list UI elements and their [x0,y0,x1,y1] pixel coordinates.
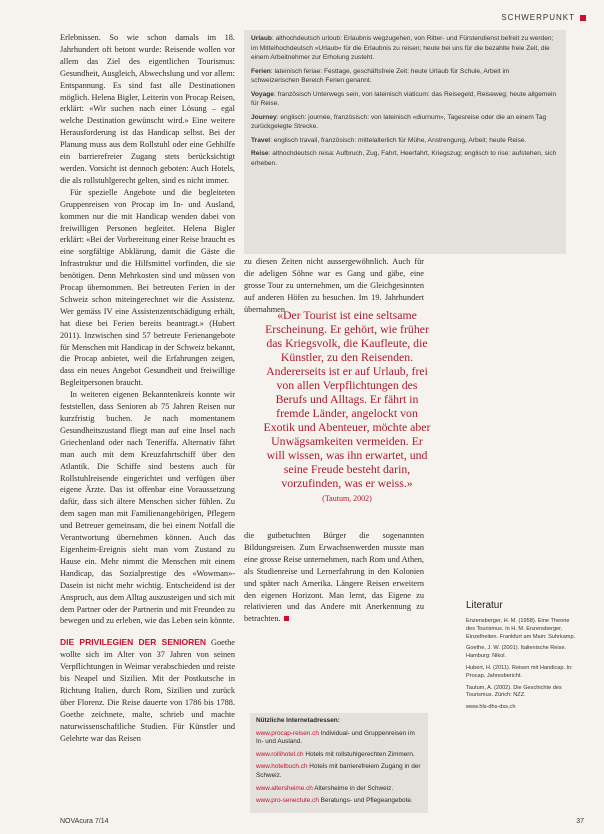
link[interactable]: www.pro-senectute.ch [256,797,319,805]
end-mark-icon [284,616,289,621]
column-2-top [244,256,424,316]
glossary-item: Ferien: lateinisch feriae: Festtage, geschäftsfreie Zeit; heute Urlaub für Schule, Arbeit im schweizerischen Bereich Ferien genannt. [251,67,510,84]
column-1 [60,32,235,744]
glossary-item: Reise: althochdeutsch reisa: Aufbruch, Zug, Fahrt, Heerfahrt, Kriegszug; englisch to rise: aufstehen, sich erheben. [251,150,557,167]
paragraph: Für spezielle Angebote und die begleiteten Gruppenreisen von Procap im In- und Ausland, kommen nur die mit Handicap wenden dabei von freiwilligen Personen begleitet. Helena Bigler erklärt: «Bei der Vorbereitung einer Reise braucht es eine sorgfältige Abklärung, damit die Gäste die Infrastruktur und die Hilfsmittel vorfinden, die sie benötigen. Denn Mehrkosten sind und müssen von Procap übernommen. Bei betreuten Ferien in der Schweiz schon miteingerechnet wir die Assistenz. Wer gemäss IV eine Assistenzentschädigung erhält, hat diese bei Ferien bereits beantragt.» (Hubert 2011). Inzwischen sind 57 betreute Ferienangebote für Menschen mit Handicap in der Schweiz bekannt, die Procap anbietet, weil die Erfahrungen zeigen, dass ein neues Angebot Gesundheit und freiwillige Begleitpersonen braucht. [60,187,235,388]
link-desc: Beratungs- und Pflegeangebote. [320,797,413,805]
paragraph: zu diesen Zeiten nicht aussergewöhnlich. Auch für die adeligen Söhne war es Gang und gäbe, eine grosse Tour zu unternehmen, um die Gleichgesinnten auf anderen Höfen zu besuchen. Im 19. Jahrhundert übernahmen [244,257,424,314]
literature-item: Hubert, H. (2011). Reisen mit Handicap. In: Procap, Jahresbericht. [466,664,573,679]
quote-source: (Tautum, 2002) [322,494,372,503]
literature-title: Literatur [466,600,503,611]
paragraph: In weiteren eigenen Bekanntenkreis konnte wir feststellen, dass Senioren ab 75 Jahren Reisen nur kurzfristig buchen. Je nach momentanem Gesundheitszustand fliegt man auf eine Insel nach Griechenland oder nach Teneriffa. Alternativ fährt man auch mit dem Kreuzfahrtschiff über den Atlantik. Die Schiffe sind bestens auch für Rollstuhlreisende eingerichtet und verfügen über eigene Ärzte. Das ist offenbar eine Voraussetzung dafür, dass sich ältere Menschen sicher fühlen. Zu dem sagen man mit Familienangehörigen, Pflegern und Betreuer gemeinsam, die bei einem Notfall die Verantwortung übernehmen können. Auch das Eigenheim-Ereignis sieht man vom Zustand zu Hause ein. Mehr nimmt die Menschen mit einem Handicap, das Sozialprestige des «Wowman»-Dasein ist nicht mehr wichtig. Entscheidend ist der Anspruch, aus dem Alltag auszusteigen und sich mit dem Partner oder der Partnerin und mit Freunden zu bewegen und zu erleben, wie das Leben sein könnte. [60,390,235,626]
column-2-bottom [244,530,424,625]
literature-list [466,618,576,716]
pull-quote [262,308,432,506]
literature-item: Goethe, J. W. (2001). Italienische Reise. Hamburg: Nikol. [466,645,567,660]
literature-item: Tautum, A. (2002). Die Geschichte des Tourismus. Zürich: NZZ. [466,684,562,699]
footer-left: NOVAcura 7/14 [60,818,109,825]
link-desc: Individual- und Gruppenreisen im In- und Ausland. [256,729,415,746]
links-box [250,713,428,813]
link[interactable]: www.altersheime.ch [256,784,313,792]
page-number: 37 [576,818,584,825]
link[interactable]: www.rollihotel.ch [256,750,304,758]
literature-item: Enzensberger, H. M. (1958). Eine Theorie des Tourismus. In H. M. Enzensberger, Einzelheiten. Frankfurt am Main: Suhrkamp. [466,618,576,640]
link[interactable]: www.procap-reisen.ch [256,729,319,737]
section-header [501,13,586,22]
link-desc: Altersheime in der Schweiz. [314,784,394,792]
glossary-item: Journey: englisch: journée, französisch: von lateinisch «diurnum», Tagesreise oder die an einem Tag zurückgelegte Strecke. [251,113,547,130]
link-desc: Hotels mit barrierefreiem Zugang in der Schweiz. [256,763,421,779]
link[interactable]: www.hotelbuch.ch [256,763,308,771]
section-heading: DIE PRIVILEGIEN DER SENIOREN [60,637,207,648]
glossary-item: Travel: englisch travail, französisch: mittelalterlich für Mühe, Anstrengung, Arbeit; heute Reise. [251,136,527,144]
section-text: Goethe wollte sich im Alter von 37 Jahren von seinen Verpflichtungen in Weimar verabschieden und reiste bis Neapel und Sizilien. Mit der Postkutsche in Richtung Italien, durch Rom, Sizilien und zurück über Florenz. Die Reise dauerte von 1786 bis 1788. Goethe zeichnete, malte, schrieb und machte naturwissenschaftliche Studien. Für Künstler und Gelehrte war das Reisen [60,638,235,743]
link-desc: Hotels mit rollstuhlgerechten Zimmern. [305,750,415,758]
literature-item: www.hls-dhs-dss.ch [466,704,516,711]
paragraph: die gutbetuchten Bürger die sogenannten Bildungsreisen. Zum Erwachsenwerden musste man eine grosse Reise unternehmen, nach Rom und Athen, als Studienreise und Lernerfahrung in den Kolonien und später nach Amerika. Längere Reisen erweitern den eigenen Horizont. Man lernt, das Eigene zu relativieren und das Andere mit Anerkennung zu betrachten. [244,531,424,624]
section-label: SCHWERPUNKT [501,13,575,22]
quote-text: «Der Tourist ist eine seltsame Erscheinung. Er gehört, wie früher das Kriegsvolk, die Kaufleute, die Künstler, zu den Reisenden. Andererseits ist er auf Urlaub, frei von allen Verpflichtungen des Berufs und Alltags. Er fährt in fremde Länder, angelockt von Exotik und Abenteuer, möchte aber Unwägsamkeiten vermeiden. Er will wissen, was ihn erwartet, und seine Freude besteht darin, vorzufinden, was er weiss.» [263,308,431,490]
paragraph: Erlebnissen. So wie schon damals im 18. Jahrhundert oft betont wurde: Reisende wollen vor allem das Ziel des eigentlichen Tourismus: Gesundheit, Ausgleich, Abwechslung und vor allem: Entspannung. Es sind fast alle Destinationen möglich. Helena Bigler, Leiterin von Procap Reisen, erklärt: «Wir suchen nach einer Lösung – egal welche Destination gewünscht wird.» Eine weitere Herausforderung ist das Handicap selbst. Bei der Planung muss aus dem Rollstuhl oder eine Gehhilfe ein barrierefreier Zugang stets berücksichtigt werden. Vorsicht ist dennoch geboten: Auch Hotels, die als rollstuhlgerecht gelten, sind es nicht immer. [60,33,235,185]
links-title: Nützliche Internetadressen: [256,717,340,724]
glossary-box [244,30,566,254]
glossary-item: Urlaub: althochdeutsch urloub: Erlaubnis wegzugehen, von Ritter- und Fürstendienst befreit zu werden; im Mittelhochdeutsch »Urlaub« für die Erlaubnis zu reisen; heute bei uns für die bezahlte freie Zeit, die einem Arbeitnehmer zur Erholung zusteht. [251,35,554,61]
glossary-item: Voyage: französisch Unterwegs sein, von lateinisch viaticum: das Reisegeld, Reiseweg; heute allgemein für Reise. [251,90,557,107]
red-square-icon [580,15,586,21]
